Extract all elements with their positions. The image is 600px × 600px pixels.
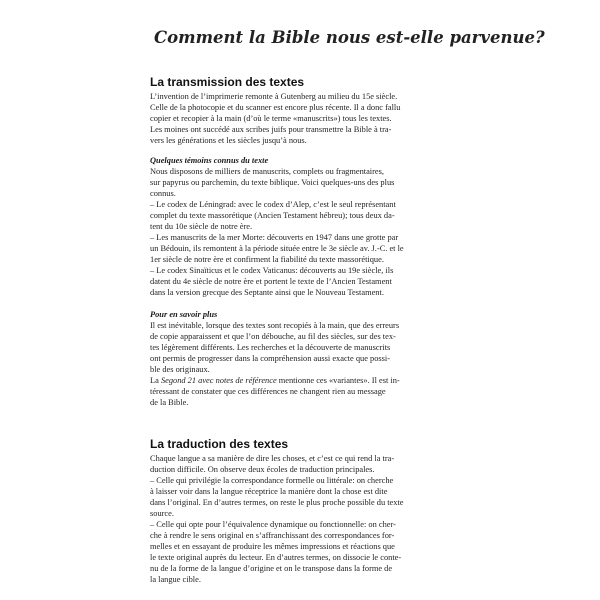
text-run: mentionne ces «variantes». Il est in- — [276, 376, 400, 385]
text-line: ont permis de progresser dans la compréhension aussi exacte que possi- — [150, 354, 391, 363]
subheading-more: Pour en savoir plus — [150, 310, 218, 319]
text-line: Les moines ont succédé aux scribes juifs pour transmettre la Bible à tra- — [150, 125, 392, 134]
text-line: – Le codex de Léningrad: avec le codex d’Alep, c’est le seul représentant — [150, 200, 396, 209]
text-line: ble des originaux. — [150, 365, 210, 374]
text-line: L’invention de l’imprimerie remonte à Gutenberg au milieu du 15e siècle. — [150, 92, 398, 101]
text-line: vers les générations et les siècles jusqu’à nous. — [150, 136, 307, 145]
document-page — [150, 28, 545, 585]
paragraph-more — [150, 320, 460, 408]
text-line: connus. — [150, 189, 176, 198]
text-line: duction difficile. On observe deux écoles de traduction principales. — [150, 465, 375, 474]
text-line: dans l’original. En d’autres termes, on reste le plus proche possible du texte — [150, 498, 404, 507]
text-line: le texte original auprès du lecteur. En d’autres termes, on dissocie le conte- — [150, 553, 402, 562]
text-line — [150, 375, 460, 386]
text-line: source. — [150, 509, 174, 518]
section-heading-translation: La traduction des textes — [150, 437, 289, 451]
text-line: la langue cible. — [150, 575, 201, 584]
paragraph-witnesses — [150, 166, 460, 298]
text-line: dans la version grecque des Septante ainsi que le Nouveau Testament. — [150, 288, 384, 297]
text-line: tes légèrement différents. Les recherches et la découverte de manuscrits — [150, 343, 391, 352]
paragraph-translation — [150, 453, 460, 585]
text-line: tent du 10e siècle de notre ère. — [150, 222, 253, 231]
text-line: nu de la forme de la langue d’origine et on le transpose dans la forme de — [150, 564, 393, 573]
text-line: – Le codex Sinaïticus et le codex Vaticanus: découverts au 19e siècle, ils — [150, 266, 394, 275]
text-line: Nous disposons de milliers de manuscrits, complets ou fragmentaires, — [150, 167, 384, 176]
text-line: che à rendre le sens original en s’affranchissant des correspondances for- — [150, 531, 395, 540]
text-run: La — [150, 376, 161, 385]
text-line: copier et recopier à la main (d’où le terme «manuscrits») tous les textes. — [150, 114, 392, 123]
text-line: – Celle qui privilégie la correspondance formelle ou littérale: on cherche — [150, 476, 394, 485]
text-line: un Bédouin, ils remontent à la période située entre le 3e siècle av. J.-C. et le — [150, 244, 404, 253]
section-translation — [150, 437, 460, 585]
text-line: Il est inévitable, lorsque des textes sont recopiés à la main, que des erreurs — [150, 321, 400, 330]
text-line: de copie apparaissent et que l’on débouche, au fil des siècles, sur des tex- — [150, 332, 396, 341]
text-line: téressant de constater que ces différences ne changent rien au message — [150, 387, 386, 396]
text-line: melles et en essayant de produire les mêmes impressions et réactions que — [150, 542, 395, 551]
text-line: sur papyrus ou parchemin, du texte biblique. Voici quelques-uns des plus — [150, 178, 395, 187]
page-title: Comment la Bible nous est-elle parvenue? — [154, 28, 545, 47]
text-line: Chaque langue a sa manière de dire les choses, et c’est ce qui rend la tra- — [150, 454, 395, 463]
book-title: Segond 21 avec notes de référence — [160, 376, 277, 385]
text-line: à laisser voir dans la langue réceptrice la manière dont la chose est dite — [150, 487, 388, 496]
section-transmission — [150, 75, 460, 408]
subheading-witnesses: Quelques témoins connus du texte — [150, 156, 269, 165]
section-heading-transmission: La transmission des textes — [150, 75, 305, 89]
paragraph-intro — [150, 91, 460, 146]
text-line: 1er siècle de notre ère et confirment la fiabilité du texte massorétique. — [150, 255, 384, 264]
text-line: – Celle qui opte pour l’équivalence dynamique ou fonctionnelle: on cher- — [150, 520, 396, 529]
text-line: complet du texte massorétique (Ancien Testament hébreu); tous deux da- — [150, 211, 395, 220]
text-line: – Les manuscrits de la mer Morte: découverts en 1947 dans une grotte par — [150, 233, 399, 242]
text-line: de la Bible. — [150, 398, 189, 407]
text-line: Celle de la photocopie et du scanner est encore plus récente. Il a donc fallu — [150, 103, 401, 112]
text-line: datent du 4e siècle de notre ère et portent le texte de l’Ancien Testament — [150, 277, 392, 286]
